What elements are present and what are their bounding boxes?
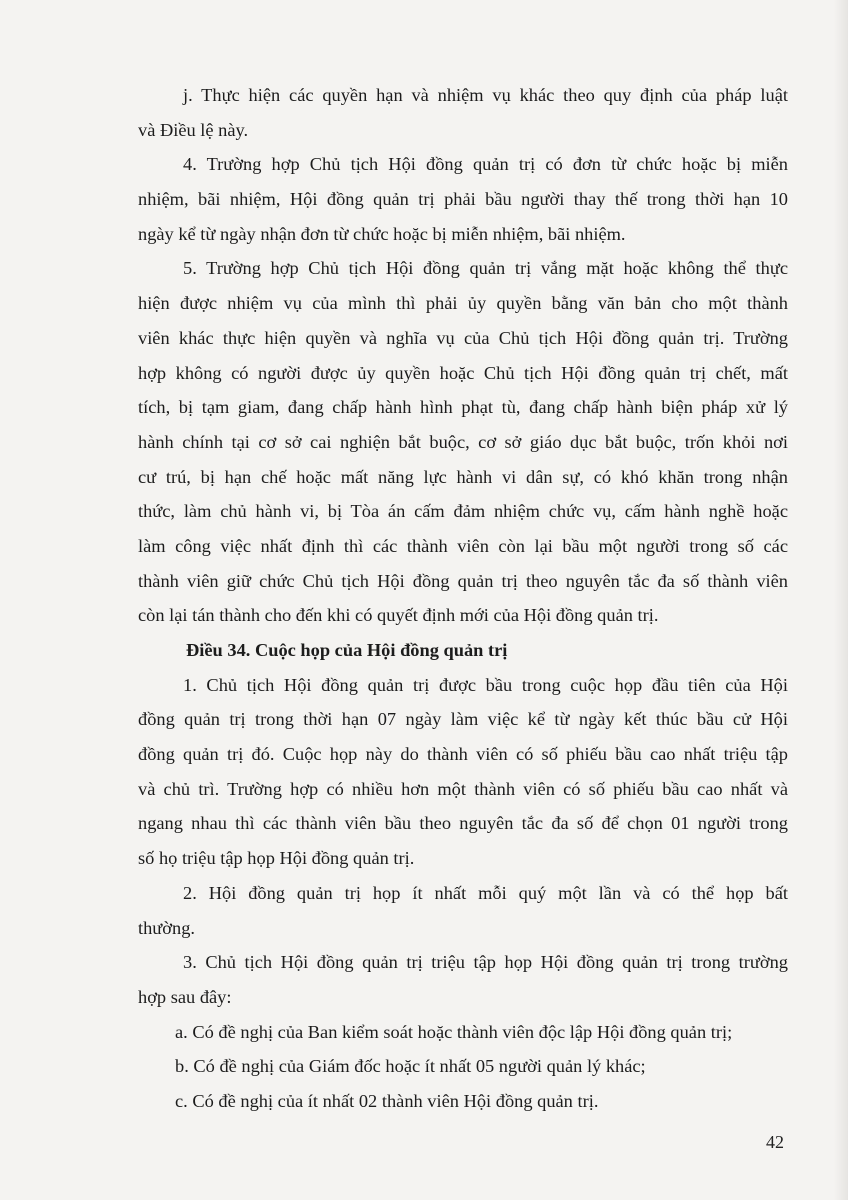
text-line: 5. Trường hợp Chủ tịch Hội đồng quản trị vắng mặt hoặc không thể thực <box>183 258 788 279</box>
text-line: hành chính tại cơ sở cai nghiện bắt buộc, cơ sở giáo dục bắt buộc, trốn khỏi nơi <box>138 431 788 452</box>
text-line: số họ triệu tập họp Hội đồng quản trị. <box>138 848 415 869</box>
text-line: 1. Chủ tịch Hội đồng quản trị được bầu trong cuộc họp đầu tiên của Hội <box>183 674 788 695</box>
text-line: đồng quản trị trong thời hạn 07 ngày làm việc kể từ ngày kết thúc bầu cử Hội <box>138 709 788 730</box>
text-line: hợp sau đây: <box>138 986 232 1007</box>
text-line: ngang nhau thì các thành viên bầu theo nguyên tắc đa số để chọn 01 người trong <box>138 813 788 834</box>
text-line: làm công việc nhất định thì các thành viên còn lại bầu một người trong số các <box>138 535 788 556</box>
text-line: và chủ trì. Trường hợp có nhiều hơn một thành viên có số phiếu bầu cao nhất và <box>138 778 788 799</box>
text-line: đồng quản trị đó. Cuộc họp này do thành viên có số phiếu bầu cao nhất triệu tập <box>138 744 788 765</box>
text-line: ngày kể từ ngày nhận đơn từ chức hoặc bị miễn nhiệm, bãi nhiệm. <box>138 223 626 244</box>
text-line: thường. <box>138 917 195 938</box>
text-line: và Điều lệ này. <box>138 119 249 140</box>
text-line: j. Thực hiện các quyền hạn và nhiệm vụ khác theo quy định của pháp luật <box>183 85 788 105</box>
text-line: viên khác thực hiện quyền và nghĩa vụ của Chủ tịch Hội đồng quản trị. Trường <box>138 327 788 348</box>
text-line: hợp không có người được ủy quyền hoặc Chủ tịch Hội đồng quản trị chết, mất <box>138 362 788 383</box>
text-line: b. Có đề nghị của Giám đốc hoặc ít nhất 05 người quản lý khác; <box>175 1056 646 1077</box>
text-line: còn lại tán thành cho đến khi có quyết định mới của Hội đồng quản trị. <box>138 605 659 626</box>
text-line: 4. Trường hợp Chủ tịch Hội đồng quản trị có đơn từ chức hoặc bị miễn <box>183 154 788 175</box>
text-line: 2. Hội đồng quản trị họp ít nhất mỗi quý một lần và có thể họp bất <box>183 882 788 903</box>
text-line: nhiệm, bãi nhiệm, Hội đồng quản trị phải bầu người thay thế trong thời hạn 10 <box>138 189 788 210</box>
text-line: hiện được nhiệm vụ của mình thì phải ủy quyền bằng văn bản cho một thành <box>138 293 788 314</box>
text-line: c. Có đề nghị của ít nhất 02 thành viên Hội đồng quản trị. <box>175 1090 599 1111</box>
section-heading: Điều 34. Cuộc họp của Hội đồng quản trị <box>186 640 508 660</box>
text-line: tích, bị tạm giam, đang chấp hành hình phạt tù, đang chấp hành biện pháp xử lý <box>138 397 788 418</box>
text-line: a. Có đề nghị của Ban kiểm soát hoặc thành viên độc lập Hội đồng quản trị; <box>175 1021 733 1042</box>
text-line: thành viên giữ chức Chủ tịch Hội đồng quản trị theo nguyên tắc đa số thành viên <box>138 570 788 591</box>
text-line: thức, làm chủ hành vi, bị Tòa án cấm đảm nhiệm chức vụ, cấm hành nghề hoặc <box>138 501 788 522</box>
scan-edge-shadow <box>834 0 848 1200</box>
page-number: 42 <box>766 1132 784 1152</box>
page-body <box>138 78 788 1119</box>
text-line: 3. Chủ tịch Hội đồng quản trị triệu tập họp Hội đồng quản trị trong trường <box>183 952 788 973</box>
text-line: cư trú, bị hạn chế hoặc mất năng lực hành vi dân sự, có khó khăn trong nhận <box>138 466 788 487</box>
